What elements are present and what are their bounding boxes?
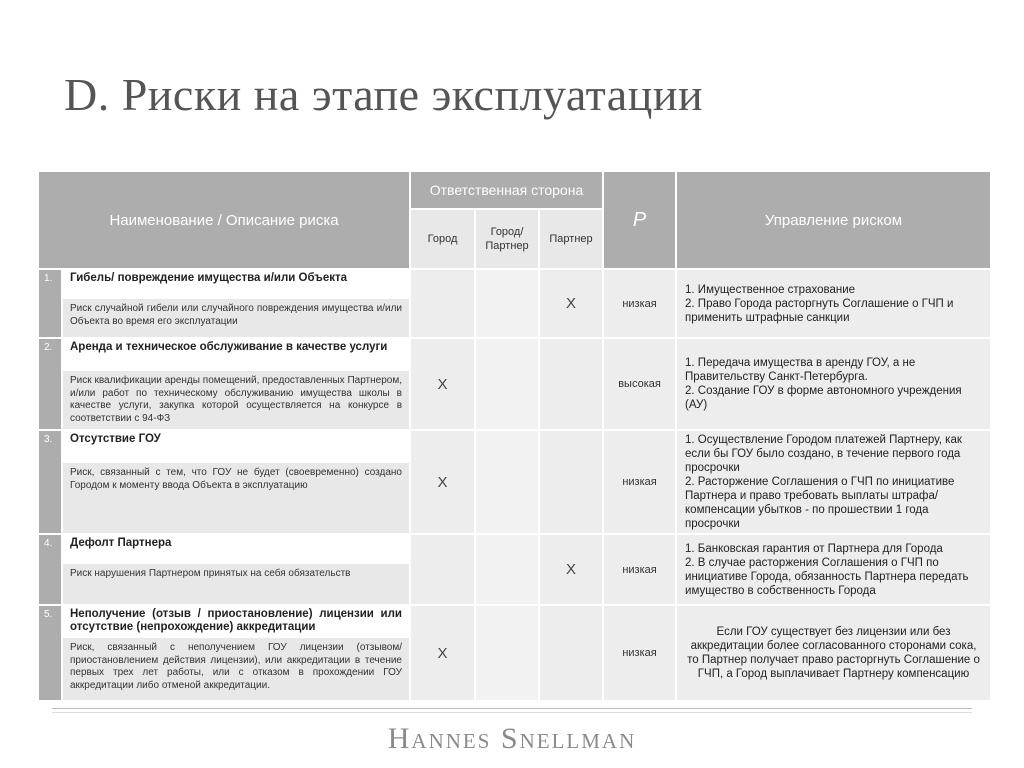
risk-description: Риск, связанный с неполучением ГОУ лицензии (отзывом/ приостановлением действия лицензии), или аккредитации в течение первых трех лет работы, или с отказом в прохождении ГОУ аккредитации либо отменой аккредитации. bbox=[63, 638, 409, 700]
risk-management bbox=[677, 339, 990, 429]
risk-title: Аренда и техническое обслуживание в качестве услуги bbox=[63, 339, 409, 369]
city-mark bbox=[411, 535, 474, 604]
risk-title: Отсутствие ГОУ bbox=[63, 431, 409, 461]
management-line: 2. Расторжение Соглашения о ГЧП по инициативе Партнера и право требовать выплаты штрафа/ компенсации убытков - по прошествии 1 года просрочки bbox=[685, 476, 955, 530]
table-row bbox=[39, 535, 990, 562]
risk-description: Риск нарушения Партнером принятых на себя обязательств bbox=[63, 564, 409, 604]
risk-number: 5. bbox=[39, 606, 61, 700]
risk-number: 3. bbox=[39, 431, 61, 533]
city-partner-mark bbox=[476, 535, 538, 604]
header-management: Управление риском bbox=[677, 172, 990, 268]
management-line: 1. Передача имущества в аренду ГОУ, а не Правительству Санкт-Петербурга. bbox=[685, 357, 916, 383]
management-line: 2. В случае расторжения Соглашения о ГЧП по инициативе Города, обязанность Партнера передать имущество в собственность Города bbox=[685, 556, 969, 597]
partner-mark: X bbox=[540, 270, 602, 337]
city-partner-mark bbox=[476, 339, 538, 429]
city-mark: X bbox=[411, 606, 474, 700]
header-probability: P bbox=[604, 172, 675, 268]
risk-management bbox=[677, 270, 990, 337]
partner-mark bbox=[540, 606, 602, 700]
page-title: D. Риски на этапе эксплуатации bbox=[64, 69, 704, 120]
management-line: 1. Имущественное страхование bbox=[685, 283, 856, 296]
management-line: 2. Создание ГОУ в форме автономного учреждения (АУ) bbox=[685, 385, 962, 411]
risk-table bbox=[37, 170, 992, 702]
management-line: 1. Банковская гарантия от Партнера для Города bbox=[685, 542, 943, 555]
risk-description: Риск случайной гибели или случайного повреждения имущества и/или Объекта во время его эксплуатации bbox=[63, 299, 409, 337]
risk-description: Риск, связанный с тем, что ГОУ не будет (своевременно) создано Городом к моменту ввода Объекта в эксплуатацию bbox=[63, 463, 409, 533]
city-partner-mark bbox=[476, 606, 538, 700]
risk-title: Неполучение (отзыв / приостановление) лицензии или отсутствие (непрохождение) аккредитации bbox=[63, 606, 409, 636]
city-mark: X bbox=[411, 431, 474, 533]
table-row bbox=[39, 431, 990, 461]
risk-description: Риск квалификации аренды помещений, предоставленных Партнером, и/или работ по техническому обслуживанию имущества школы в качестве услуги, закупка которой осуществляется на конкурсе в соответствии с 94-ФЗ bbox=[63, 371, 409, 429]
risk-level: низкая bbox=[604, 535, 675, 604]
risk-management bbox=[677, 431, 990, 533]
risk-level: низкая bbox=[604, 431, 675, 533]
risk-management bbox=[677, 606, 990, 700]
risk-title: Дефолт Партнера bbox=[63, 535, 409, 562]
partner-mark bbox=[540, 339, 602, 429]
risk-title: Гибель/ повреждение имущества и/или Объекта bbox=[63, 270, 409, 297]
risk-number: 2. bbox=[39, 339, 61, 429]
city-partner-mark bbox=[476, 270, 538, 337]
header-city-partner: Город/ Партнер bbox=[476, 210, 538, 268]
header-city: Город bbox=[411, 210, 474, 268]
city-partner-mark bbox=[476, 431, 538, 533]
header-responsible-party: Ответственная сторона bbox=[411, 172, 602, 208]
risk-level: низкая bbox=[604, 606, 675, 700]
city-mark: X bbox=[411, 339, 474, 429]
management-line: Если ГОУ существует без лицензии или без аккредитации более согласованного сторонами сока, то Партнер получает право расторгнуть Соглашение о ГЧП, а Город выплачивает Партнеру компенсацию bbox=[687, 626, 980, 680]
header-partner: Партнер bbox=[540, 210, 602, 268]
company-logo: Hannes Snellman bbox=[387, 722, 637, 755]
footer-divider bbox=[52, 708, 972, 709]
table-row bbox=[39, 270, 990, 297]
management-line: 1. Осуществление Городом платежей Партнеру, как если бы ГОУ было создано, в течение первого года просрочки bbox=[685, 434, 962, 474]
risk-management bbox=[677, 535, 990, 604]
management-line: 2. Право Города расторгнуть Соглашение о ГЧП и применить штрафные санкции bbox=[685, 297, 954, 324]
header-name: Наименование / Описание риска bbox=[39, 172, 409, 268]
footer-divider bbox=[52, 712, 972, 713]
risk-level: высокая bbox=[604, 339, 675, 429]
risk-number: 1. bbox=[39, 270, 61, 337]
table-row bbox=[39, 339, 990, 369]
risk-level: низкая bbox=[604, 270, 675, 337]
partner-mark bbox=[540, 431, 602, 533]
partner-mark: X bbox=[540, 535, 602, 604]
city-mark bbox=[411, 270, 474, 337]
risk-number: 4. bbox=[39, 535, 61, 604]
table-row bbox=[39, 606, 990, 636]
